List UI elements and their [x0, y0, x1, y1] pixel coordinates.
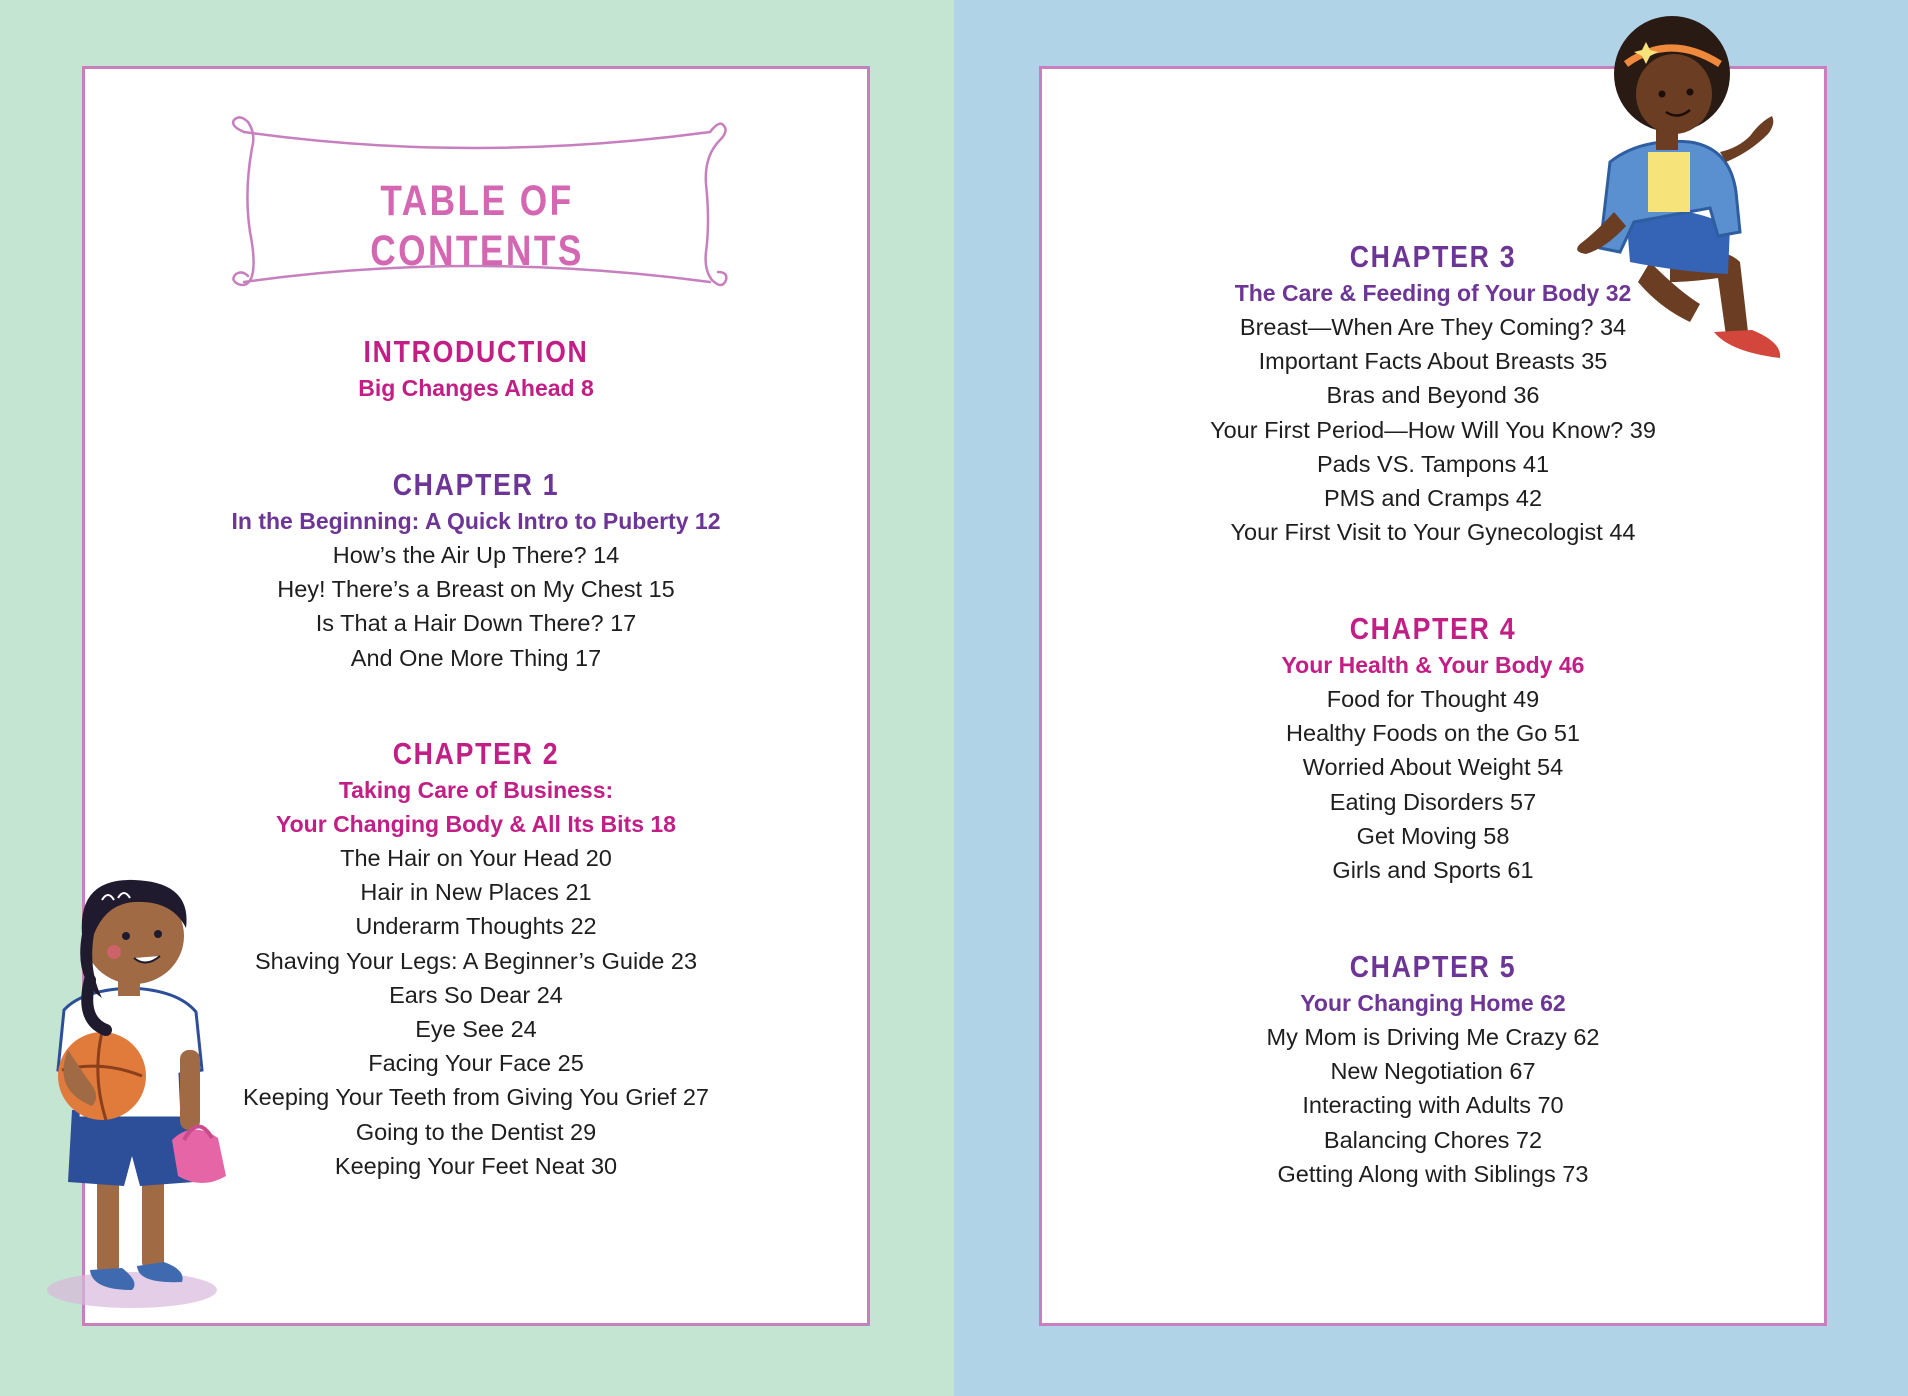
toc-item: Keeping Your Teeth from Giving You Grief 27	[243, 1084, 709, 1111]
toc-item: Your First Visit to Your Gynecologist 44	[1230, 519, 1636, 546]
chapter-title: Taking Care of Business:	[338, 777, 614, 803]
toc-item: Keeping Your Feet Neat 30	[334, 1152, 618, 1179]
toc-item: Ears So Dear 24	[389, 981, 563, 1008]
toc-item: Eating Disorders 57	[1329, 788, 1537, 815]
toc-item: Girls and Sports 61	[1332, 856, 1534, 883]
chapter-4-section	[1039, 610, 1827, 887]
chapter-label: CHAPTER 4	[1349, 611, 1517, 646]
toc-item: Hair in New Places 21	[360, 879, 592, 906]
chapter-title: Your Health & Your Body 46	[1281, 652, 1585, 678]
girl-with-basketball-illustration-icon	[22, 870, 252, 1310]
toc-item: Get Moving 58	[1356, 822, 1510, 849]
chapter-title: Your Changing Home 62	[1300, 990, 1566, 1016]
toc-item: Getting Along with Siblings 73	[1277, 1160, 1589, 1187]
toc-item: Important Facts About Breasts 35	[1258, 348, 1608, 375]
toc-item: Worried About Weight 54	[1302, 754, 1564, 781]
toc-item: And One More Thing 17	[350, 644, 602, 671]
toc-item: New Negotiation 67	[1330, 1058, 1536, 1085]
toc-item: The Hair on Your Head 20	[340, 845, 612, 871]
toc-item: Food for Thought 49	[1326, 686, 1540, 712]
toc-item: Healthy Foods on the Go 51	[1286, 720, 1580, 747]
chapter-label: CHAPTER 1	[392, 467, 560, 502]
girl-sitting-illustration-icon	[1530, 12, 1790, 382]
toc-item: Underarm Thoughts 22	[355, 913, 597, 940]
chapter-label: CHAPTER 2	[392, 736, 560, 771]
chapter-label: CHAPTER 5	[1349, 949, 1517, 984]
toc-item: Shaving Your Legs: A Beginner’s Guide 23	[254, 947, 698, 974]
toc-item: PMS and Cramps 42	[1323, 484, 1543, 511]
chapter-label: CHAPTER 3	[1349, 239, 1517, 274]
toc-item: Pads VS. Tampons 41	[1316, 450, 1550, 477]
toc-item: Going to the Dentist 29	[355, 1118, 597, 1145]
toc-item: Your First Period—How Will You Know? 39	[1210, 416, 1656, 443]
toc-item: How’s the Air Up There? 14	[332, 542, 620, 568]
introduction-title: Big Changes Ahead 8	[358, 375, 594, 401]
introduction-label: INTRODUCTION	[363, 334, 589, 369]
chapter-title: The Care & Feeding of Your Body 32	[1234, 280, 1632, 306]
toc-item: Eye See 24	[415, 1015, 537, 1042]
toc-item: Interacting with Adults 70	[1302, 1092, 1564, 1119]
chapter-1-section	[82, 466, 870, 675]
chapter-title: Your Changing Body & All Its Bits 18	[276, 811, 676, 837]
chapter-title: In the Beginning: A Quick Intro to Puberty 12	[231, 508, 721, 534]
toc-item: My Mom is Driving Me Crazy 62	[1266, 1024, 1600, 1050]
toc-title: TABLE OF CONTENTS	[370, 177, 584, 275]
chapter-5-section	[1039, 948, 1827, 1191]
toc-item: Hey! There’s a Breast on My Chest 15	[277, 576, 675, 603]
toc-item: Is That a Hair Down There? 17	[315, 610, 637, 637]
toc-item: Bras and Beyond 36	[1326, 382, 1540, 409]
toc-item: Balancing Chores 72	[1323, 1126, 1543, 1153]
toc-item: Breast—When Are They Coming? 34	[1239, 314, 1627, 340]
toc-item: Facing Your Face 25	[368, 1050, 584, 1077]
introduction-section	[82, 333, 870, 405]
